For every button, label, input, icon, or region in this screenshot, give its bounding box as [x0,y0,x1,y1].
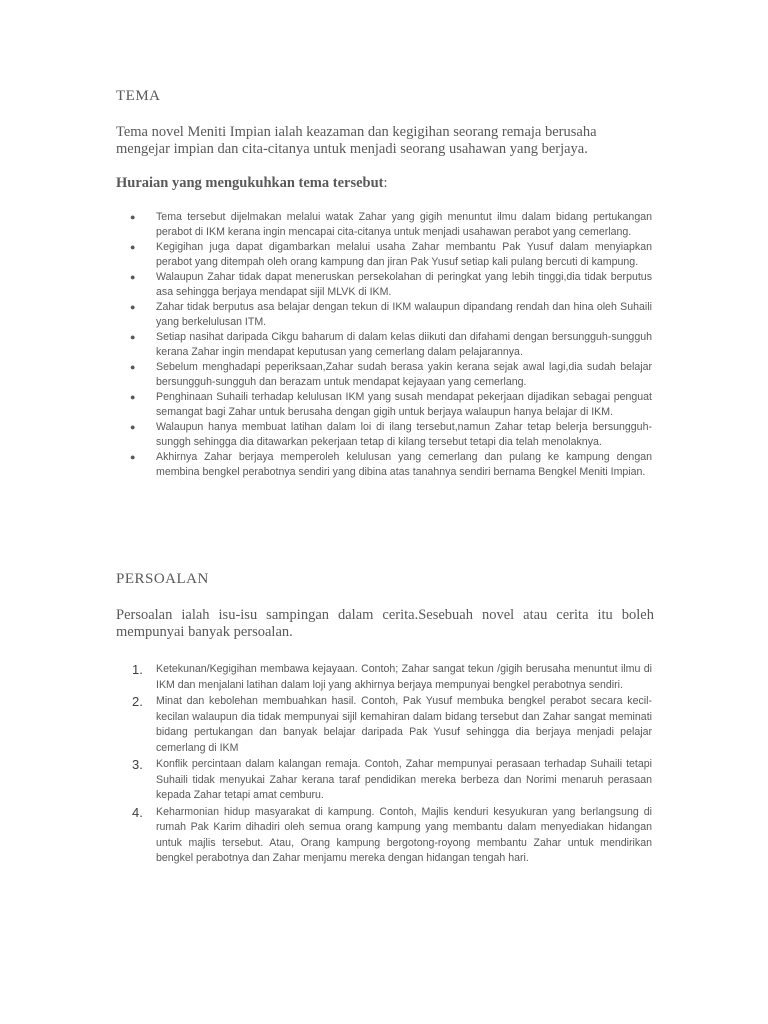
bullet-icon: ● [130,392,136,402]
persoalan-item-text: Konflik percintaan dalam kalangan remaja. Contoh, Zahar mempunyai perasaan terhadap Suhaili tetapi Suhaili tidak menyukai Zahar kerana taraf pendidikan mereka berbeza dan Norimi menaruh perasaan kepada Zahar tetapi amat cemburu. [156,758,652,801]
tema-point-text: Zahar tidak berputus asa belajar dengan tekun di IKM walaupun dipandang rendah dan hina oleh Suhaili yang berkelulusan ITM. [156,301,652,328]
item-number: 3. [132,757,143,772]
huraian-colon: : [383,175,388,191]
tema-point-text: Walaupun hanya membuat latihan dalam loi di ilang tersebut,namun Zahar tetap belerja bersungguh-sunggh sehingga dia ditawarkan pekerjaan tetap di kilang tersebut tetapi dia telah menolaknya. [156,421,652,448]
bullet-icon: ● [130,362,136,372]
tema-point-text: Walaupun Zahar tidak dapat meneruskan persekolahan di peringkat yang lebih tinggi,dia tidak berputus asa sehingga berjaya mendapat sijil MLVK di IKM. [156,271,652,298]
persoalan-item [128,805,652,867]
tema-point-text: Setiap nasihat daripada Cikgu baharum di dalam kelas diikuti dan difahami dengan bersungguh-sungguh kerana Zahar ingin mendapat keputusan yang cemerlang dalam pelajarannya. [156,331,652,358]
persoalan-item [128,694,652,756]
bullet-icon: ● [130,452,136,462]
persoalan-item-text: Ketekunan/Kegigihan membawa kejayaan. Contoh; Zahar sangat tekun /gigih berusaha menuntut ilmu di IKM dan menjalani latihan dalam loji yang akhirnya berjaya mempunyai bengkel perabotnya sendiri. [156,663,652,691]
tema-point-text: Penghinaan Suhaili terhadap kelulusan IKM yang susah mendapat pekerjaan dijadikan sebagai penguat semangat bagi Zahar untuk berusaha dengan gigih untuk berjaya walaupun hanya belajar di IKM. [156,391,652,418]
tema-heading: TEMA [116,88,161,104]
persoalan-item-text: Minat dan kebolehan membuahkan hasil. Contoh, Pak Yusuf membuka bengkel perabot secara kecil-kecilan walaupun dia tidak mempunyai sijil kemahiran dalam bidang tersebut dan Zahar sangat meminati bidang pertukangan dan banyak belajar daripada Pak Yusuf sehingga dia berjaya menjadi pelajar cemerlang di IKM [156,695,652,754]
item-number: 1. [132,662,143,677]
huraian-subheading [116,175,388,192]
bullet-icon: ● [130,212,136,222]
persoalan-list [128,662,652,868]
persoalan-item [128,662,652,693]
tema-point-text: Akhirnya Zahar berjaya memperoleh kelulusan yang cemerlang dan pulang ke kampung dengan membina bengkel perabotnya sendiri yang dibina atas tanahnya sendiri bernama Bengkel Meniti Impian. [156,451,652,478]
tema-point [128,210,652,240]
bullet-icon: ● [130,332,136,342]
persoalan-paragraph: Persoalan ialah isu-isu sampingan dalam cerita.Sesebuah novel atau cerita itu boleh mempunyai banyak persoalan. [116,607,654,640]
tema-paragraph: Tema novel Meniti Impian ialah keazaman dan kegigihan seorang remaja berusaha mengejar impian dan cita-citanya untuk menjadi seorang usahawan yang berjaya. [116,124,597,157]
tema-point [128,300,652,330]
bullet-icon: ● [130,302,136,312]
tema-point [128,390,652,420]
huraian-subheading-text: Huraian yang mengukuhkan tema tersebut [116,175,384,191]
tema-point [128,270,652,300]
tema-point-text: Tema tersebut dijelmakan melalui watak Zahar yang gigih menuntut ilmu dalam bidang pertukangan perabot di IKM kerana ingin mencapai cita-citanya untuk menjadi usahawan perabot yang cemerlang. [156,211,652,238]
persoalan-item-text: Keharmonian hidup masyarakat di kampung. Contoh, Majlis kenduri kesyukuran yang berlangsung di rumah Pak Karim dihadiri oleh semua orang kampung yang membantu dalam menyediakan hidangan untuk majlis tersebut. Atau, Orang kampung bergotong-royong membantu Zahar untuk mendirikan bengkel perabotnya dan Zahar menjamu mereka dengan hidangan tengah hari. [156,805,652,864]
tema-point [128,450,652,480]
tema-points-list [128,210,652,480]
bullet-icon: ● [130,422,136,432]
tema-point [128,420,652,450]
tema-point-text: Sebelum menghadapi peperiksaan,Zahar sudah berasa yakin kerana sejak awal lagi,dia sudah belajar bersungguh-sungguh dan berazam untuk mendapat kejayaan yang cemerlang. [156,361,652,388]
tema-point [128,360,652,390]
item-number: 4. [132,804,143,820]
tema-point [128,240,652,270]
bullet-icon: ● [130,272,136,282]
item-number: 2. [132,694,143,709]
tema-point [128,330,652,360]
persoalan-item [128,757,652,804]
tema-point-text: Kegigihan juga dapat digambarkan melalui usaha Zahar membantu Pak Yusuf dalam menyiapkan perabot yang ditempah oleh orang kampung dan jiran Pak Yusuf setiap kali pulang bercuti di kampung. [156,241,652,268]
persoalan-heading: PERSOALAN [116,571,209,587]
bullet-icon: ● [130,242,136,252]
